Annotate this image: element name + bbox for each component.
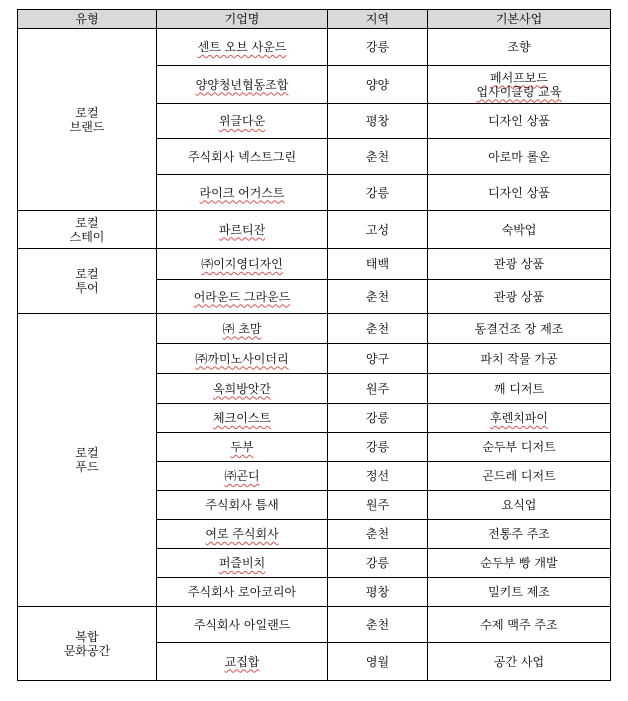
region-cell [328, 280, 428, 314]
company-cell [157, 578, 328, 607]
region-cell [328, 578, 428, 607]
region-cell-text: 춘천 [365, 149, 390, 164]
business-cell [428, 462, 611, 491]
company-cell-text: 교집합 [224, 654, 260, 669]
business-cell [428, 404, 611, 433]
region-cell-text: 춘천 [365, 321, 390, 336]
region-cell-text: 양양 [365, 77, 390, 92]
business-cell [428, 549, 611, 578]
region-cell [328, 314, 428, 344]
company-cell [157, 374, 328, 404]
business-cell [428, 280, 611, 314]
category-label: 복합 문화공간 [63, 629, 111, 658]
company-cell [157, 139, 328, 175]
company-cell-text: ㈜ 초맘 [222, 321, 262, 336]
region-cell [328, 462, 428, 491]
region-cell-text: 원주 [365, 381, 390, 396]
header-row [18, 10, 611, 29]
business-cell-text: 아로마 롤온 [488, 149, 550, 164]
region-cell-text: 강릉 [365, 185, 390, 200]
company-cell-text: 여로 주식회사 [205, 527, 279, 541]
company-cell [157, 175, 328, 211]
business-cell-text: 곤드레 디저트 [482, 469, 556, 483]
region-cell-text: 영월 [365, 654, 390, 669]
company-cell-text: 주식회사 아일랜드 [193, 617, 291, 632]
company-cell [157, 29, 328, 66]
business-cell [428, 249, 611, 280]
category-label: 로컬 스테이 [69, 215, 105, 244]
business-cell [428, 520, 611, 549]
business-cell-text: 전통주 주조 [488, 527, 550, 541]
region-cell [328, 643, 428, 681]
region-cell [328, 520, 428, 549]
business-cell-text: 디자인 상품 [488, 114, 550, 128]
company-cell [157, 66, 328, 104]
business-cell [428, 314, 611, 344]
company-cell [157, 643, 328, 681]
region-cell-text: 양구 [365, 351, 390, 366]
region-cell-text: 평창 [365, 114, 390, 128]
region-cell-text: 원주 [365, 498, 390, 512]
category-cell [18, 249, 157, 314]
business-cell-text: 페서프보드 업사이클링 교육 [476, 70, 562, 99]
category-label: 로컬 투어 [75, 267, 99, 295]
region-cell [328, 211, 428, 249]
category-label: 로컬 브랜드 [69, 105, 105, 134]
region-cell-text: 강릉 [365, 40, 390, 54]
business-cell-text: 수제 맥주 주조 [480, 617, 558, 632]
company-cell-text: ㈜이지영디자인 [201, 257, 283, 271]
region-cell [328, 491, 428, 520]
business-cell-text: 공간 사업 [493, 654, 545, 669]
company-cell-text: 주식회사 틈새 [205, 498, 279, 512]
company-cell [157, 549, 328, 578]
region-cell-text: 강릉 [365, 440, 390, 454]
header-company: 기업명 [157, 10, 328, 29]
region-cell [328, 404, 428, 433]
business-cell [428, 139, 611, 175]
company-cell [157, 249, 328, 280]
region-cell-text: 고성 [365, 222, 390, 237]
business-cell [428, 643, 611, 681]
company-cell-text: 위글다운 [218, 114, 266, 128]
table-row [18, 607, 611, 643]
table-row [18, 249, 611, 280]
business-cell [428, 211, 611, 249]
business-cell-text: 동결건조 장 제조 [474, 321, 564, 336]
company-cell [157, 344, 328, 374]
region-cell [328, 66, 428, 104]
business-cell [428, 491, 611, 520]
region-cell [328, 607, 428, 643]
table-row [18, 29, 611, 66]
business-cell-text: 디자인 상품 [488, 185, 550, 200]
region-cell [328, 175, 428, 211]
region-cell-text: 태백 [365, 257, 390, 271]
category-cell [18, 314, 157, 607]
business-cell-text: 순두부 빵 개발 [480, 556, 558, 570]
company-cell-text: 퍼즐비치 [218, 556, 266, 570]
business-cell-text: 밀키트 제조 [488, 585, 550, 599]
header-type: 유형 [18, 10, 157, 29]
business-cell-text: 순두부 디저트 [482, 440, 556, 454]
business-cell-text: 깨 디저트 [493, 381, 545, 396]
company-cell [157, 520, 328, 549]
table-row [18, 314, 611, 344]
region-cell-text: 평창 [365, 585, 390, 599]
region-cell [328, 374, 428, 404]
company-cell-text: 양양청년협동조합 [195, 77, 289, 92]
company-cell [157, 280, 328, 314]
category-label: 로컬 푸드 [75, 446, 99, 474]
business-cell-text: 조향 [507, 40, 531, 54]
business-cell [428, 175, 611, 211]
business-cell [428, 607, 611, 643]
region-cell [328, 549, 428, 578]
company-table [17, 9, 611, 681]
table-row [18, 211, 611, 249]
business-cell-text: 요식업 [501, 498, 537, 512]
company-cell-text: ㈜까미노사이더리 [195, 351, 289, 366]
company-cell-text: ㈜곤디 [224, 469, 260, 483]
company-cell [157, 314, 328, 344]
category-cell [18, 29, 157, 211]
company-cell [157, 462, 328, 491]
business-cell-text: 파치 작물 가공 [480, 351, 558, 366]
company-cell [157, 607, 328, 643]
category-cell [18, 607, 157, 681]
business-cell [428, 344, 611, 374]
region-cell-text: 정선 [365, 469, 390, 483]
category-cell [18, 211, 157, 249]
business-cell-text: 숙박업 [501, 222, 537, 237]
company-cell [157, 433, 328, 462]
company-cell-text: 체크이스트 [213, 411, 271, 425]
header-business: 기본사업 [428, 10, 611, 29]
region-cell [328, 433, 428, 462]
business-cell [428, 104, 611, 139]
region-cell [328, 139, 428, 175]
business-cell-text: 관광 상품 [493, 257, 545, 271]
business-cell [428, 374, 611, 404]
region-cell-text: 춘천 [365, 527, 390, 541]
region-cell [328, 104, 428, 139]
business-cell [428, 433, 611, 462]
company-cell [157, 404, 328, 433]
company-cell [157, 211, 328, 249]
company-cell-text: 주식회사 넥스트그린 [187, 149, 297, 164]
company-cell-text: 어라운드 그라운드 [193, 289, 291, 304]
business-cell [428, 66, 611, 104]
business-cell [428, 578, 611, 607]
company-cell [157, 491, 328, 520]
region-cell [328, 29, 428, 66]
region-cell-text: 춘천 [365, 617, 390, 632]
company-cell-text: 파르티잔 [218, 222, 266, 237]
region-cell [328, 249, 428, 280]
region-cell-text: 강릉 [365, 411, 390, 425]
company-cell-text: 두부 [230, 440, 254, 454]
company-cell [157, 104, 328, 139]
header-region: 지역 [328, 10, 428, 29]
region-cell [328, 344, 428, 374]
company-cell-text: 센트 오브 사운드 [197, 40, 287, 54]
business-cell-text: 후렌치파이 [490, 411, 548, 425]
business-cell [428, 29, 611, 66]
business-cell-text: 관광 상품 [493, 289, 545, 304]
company-cell-text: 주식회사 로아코리아 [187, 585, 297, 599]
company-cell-text: 옥희방앗간 [213, 381, 271, 396]
region-cell-text: 춘천 [365, 289, 390, 304]
company-cell-text: 라이크 어거스트 [199, 185, 285, 200]
region-cell-text: 강릉 [365, 556, 390, 570]
